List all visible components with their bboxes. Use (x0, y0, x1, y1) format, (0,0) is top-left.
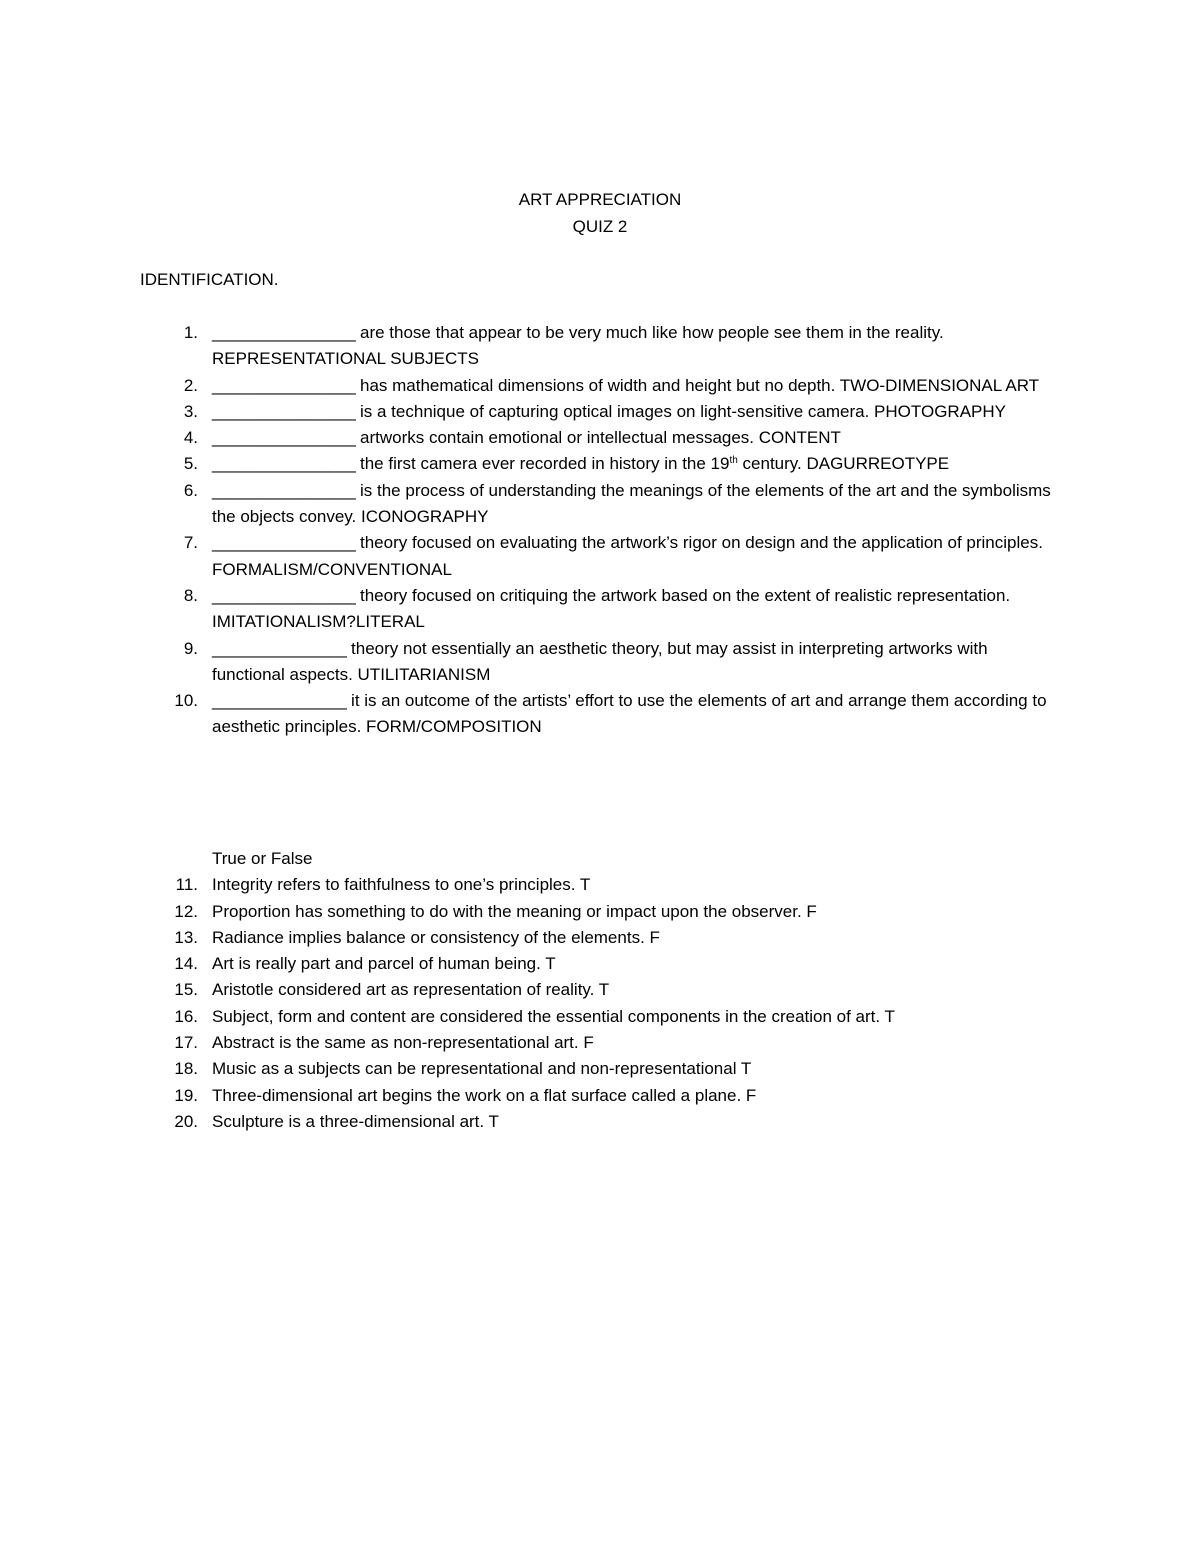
item-number: 9. (183, 638, 198, 658)
list-item (140, 951, 1060, 977)
item-number: 14. (174, 954, 198, 974)
item-text: Music as a subjects can be representational and non-representational T (212, 1059, 752, 1079)
item-number: 16. (174, 1006, 198, 1026)
item-text: Sculpture is a three-dimensional art. T (212, 1111, 499, 1131)
item-text: Proportion has something to do with the meaning or impact upon the observer. F (212, 901, 817, 921)
item-number: 18. (174, 1059, 198, 1079)
identification-heading: IDENTIFICATION. (140, 270, 279, 289)
item-text: theory focused on evaluating the artwork’s rigor on design and the application of principles. FORMALISM/CONVENTIONAL (212, 533, 1043, 579)
item-text: has mathematical dimensions of width and height but no depth. TWO-DIMENSIONAL ART (355, 375, 1040, 395)
list-item (140, 1004, 1060, 1030)
item-number: 7. (183, 533, 198, 553)
list-item (140, 1056, 1060, 1082)
item-text: theory not essentially an aesthetic theory, but may assist in interpreting artworks with functional aspects. UTILITARIANISM (212, 638, 988, 684)
item-text: theory focused on critiquing the artwork based on the extent of realistic representation. IMITATIONALISM?LITERAL (212, 585, 1011, 632)
item-number: 5. (183, 454, 198, 474)
item-number: 17. (174, 1033, 198, 1053)
list-item (140, 688, 1060, 741)
list-item (140, 899, 1060, 925)
list-item (140, 530, 1060, 583)
superscript: th (729, 455, 738, 467)
item-number: 1. (183, 323, 198, 342)
item-number: 10. (174, 691, 198, 711)
item-number: 4. (183, 428, 198, 448)
item-number: 19. (174, 1085, 198, 1105)
answer-blank: ________________ (212, 401, 356, 421)
item-number: 20. (174, 1111, 198, 1131)
list-item (140, 977, 1060, 1003)
item-text: century. DAGURREOTYPE (737, 454, 950, 474)
answer-blank: ________________ (212, 428, 356, 448)
answer-blank: ________________ (212, 454, 356, 474)
item-text: Subject, form and content are considered the essential components in the creation of art. T (212, 1006, 895, 1026)
list-item (140, 425, 1060, 451)
item-text: is the process of understanding the meanings of the elements of the art and the symbolisms the objects convey. ICONOGRAPHY (212, 480, 1051, 527)
item-text: Integrity refers to faithfulness to one’s principles. T (212, 875, 591, 895)
item-number: 8. (183, 585, 198, 605)
list-item (140, 636, 1060, 689)
list-item (140, 583, 1060, 636)
answer-blank: ________________ (212, 323, 356, 342)
list-item (140, 451, 1060, 477)
item-text: Aristotle considered art as representation of reality. T (212, 980, 610, 1000)
item-text: artworks contain emotional or intellectual messages. CONTENT (355, 428, 841, 448)
list-item (140, 478, 1060, 531)
answer-blank: ________________ (212, 375, 356, 395)
item-text: is a technique of capturing optical images on light-sensitive camera. PHOTOGRAPHY (355, 401, 1006, 421)
list-item (140, 925, 1060, 951)
answer-blank: ________________ (212, 585, 356, 605)
item-text: Three-dimensional art begins the work on a flat surface called a plane. F (212, 1085, 757, 1105)
answer-blank: _______________ (212, 691, 347, 711)
document-title: ART APPRECIATION (518, 190, 682, 209)
true-false-heading: True or False (212, 849, 313, 868)
list-item (140, 1030, 1060, 1056)
item-number: 13. (174, 927, 198, 947)
answer-blank: ________________ (212, 533, 356, 553)
list-item (140, 320, 1060, 373)
item-number: 6. (183, 480, 198, 500)
item-number: 2. (183, 375, 198, 395)
item-text: Radiance implies balance or consistency of the elements. F (212, 927, 660, 947)
item-text: the first camera ever recorded in history in the 19 (355, 454, 730, 474)
list-item (140, 399, 1060, 425)
list-item (140, 1083, 1060, 1109)
item-text: Art is really part and parcel of human being. T (212, 954, 556, 974)
item-text: Abstract is the same as non-representational art. F (212, 1033, 594, 1053)
list-item (140, 373, 1060, 399)
item-number: 11. (175, 875, 198, 895)
identification-list (140, 320, 1060, 741)
document-subtitle: QUIZ 2 (572, 217, 628, 236)
list-item (140, 872, 1060, 898)
item-number: 12. (174, 901, 198, 921)
item-number: 3. (183, 401, 198, 421)
answer-blank: ________________ (212, 480, 356, 500)
item-text: it is an outcome of the artists’ effort to use the elements of art and arrange them according to aesthetic principles. FORM/COMPOSITION (212, 691, 1047, 737)
item-number: 15. (174, 980, 198, 1000)
answer-blank: _______________ (212, 638, 347, 658)
item-text: are those that appear to be very much like how people see them in the reality. REPRESENTATIONAL SUBJECTS (212, 323, 944, 369)
list-item (140, 1109, 1060, 1135)
true-false-list (140, 846, 1060, 1135)
